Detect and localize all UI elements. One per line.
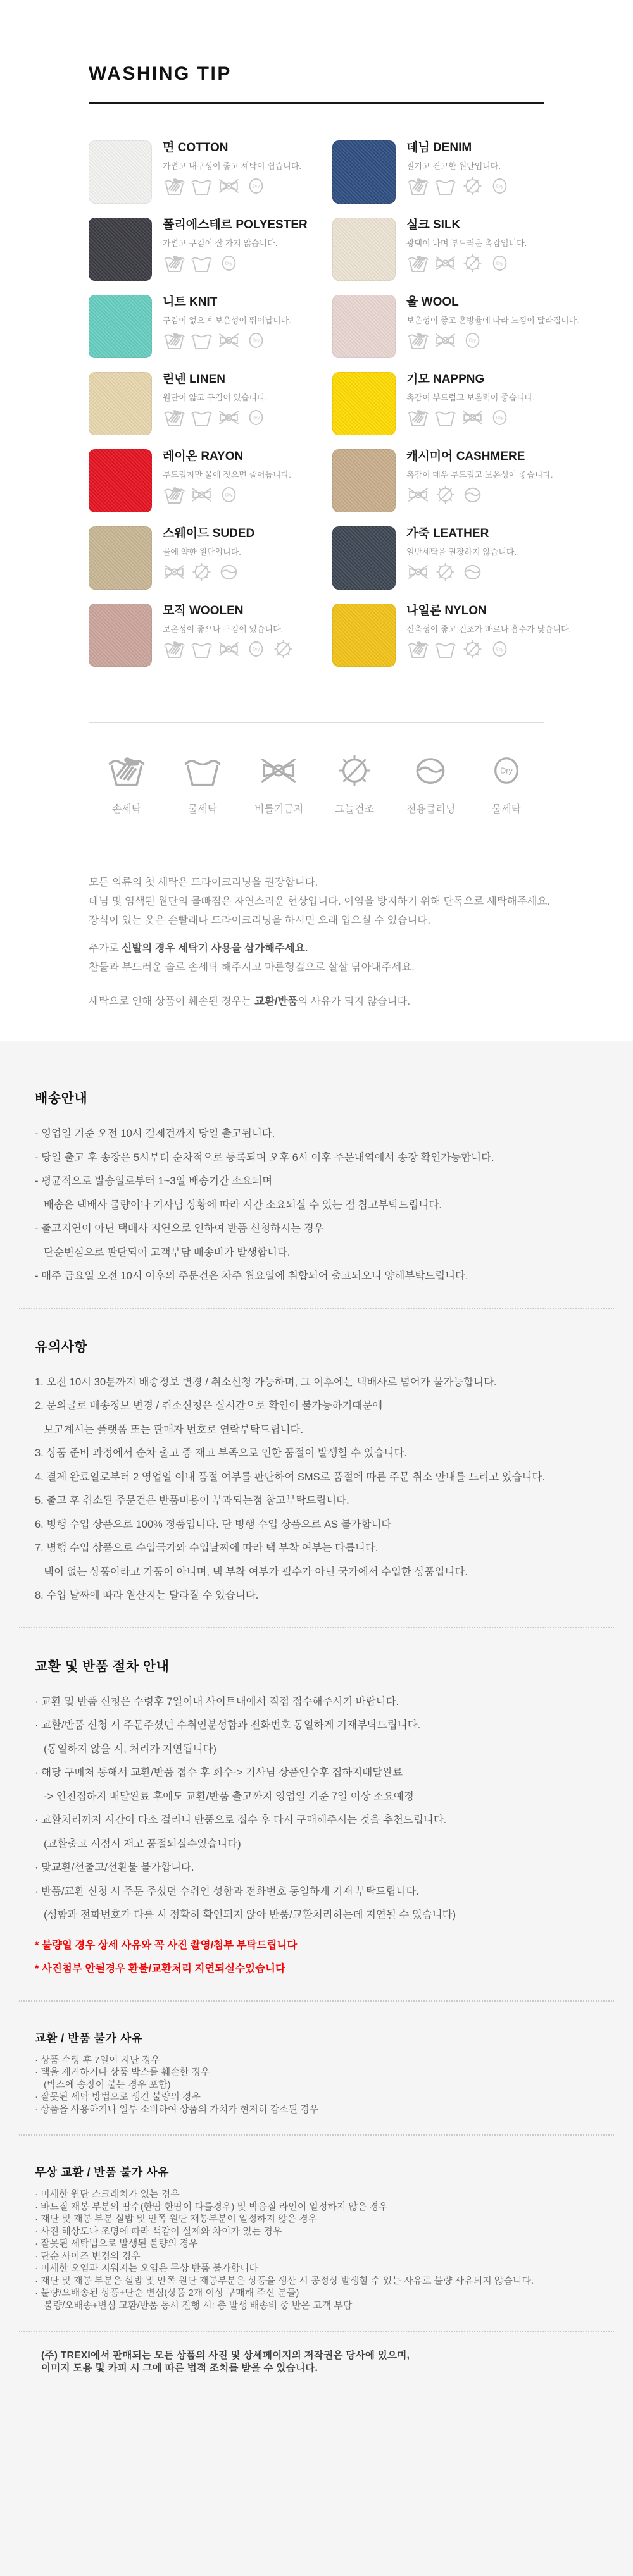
washing-notes bbox=[89, 873, 551, 1011]
section-line: · 바느질 재봉 부분의 땀수(한땀 한땀이 다를경우) 및 박음질 라인이 일정하지 않은 경우 bbox=[35, 2201, 388, 2212]
dry-icon bbox=[488, 407, 511, 428]
legend-label: 물세탁 bbox=[187, 804, 218, 815]
legend-label: 비틀기금지 bbox=[254, 804, 304, 815]
no-wring-icon bbox=[217, 407, 241, 428]
care-icon-row bbox=[406, 562, 517, 582]
title-underline bbox=[89, 102, 544, 104]
dry-icon bbox=[217, 253, 241, 273]
care-icon-row bbox=[163, 562, 254, 582]
section-line: · 상품을 사용하거나 일부 소비하여 상품의 가치가 현저히 감소된 경우 bbox=[35, 2103, 319, 2115]
note-text: 모든 의류의 첫 세탁은 드라이크리닝을 권장합니다. bbox=[89, 877, 318, 888]
water-wash-icon bbox=[190, 253, 213, 273]
section-line: · 교환/반품 신청 시 주문주셨던 수취인분성함과 전화번호 동일하게 기재부탁드립니다. bbox=[35, 1719, 421, 1731]
section-line: 배송은 택배사 물량이나 기사님 상황에 따라 시간 소요되실 수 있는 점 참고부탁드립니다. bbox=[44, 1199, 442, 1211]
no-wring-icon bbox=[461, 407, 484, 428]
section-title: 무상 교환 / 반품 불가 사유 bbox=[35, 2166, 169, 2179]
legend-item bbox=[482, 752, 530, 815]
care-icon-row bbox=[406, 639, 571, 659]
section-line: · 상품 수령 후 7일이 지난 경우 bbox=[35, 2054, 160, 2065]
fabric-swatch bbox=[89, 449, 152, 512]
footer-note bbox=[35, 2350, 598, 2375]
washing-tip-section bbox=[0, 0, 633, 1041]
hand-wash-icon bbox=[163, 176, 186, 196]
care-icon-row bbox=[163, 330, 291, 350]
fabric-info bbox=[152, 604, 295, 667]
note-text: 데님 및 염색된 원단의 물빠짐은 자연스러운 현상입니다. 이염을 방지하기 위해 단독으로 세탁해주세요. bbox=[89, 896, 551, 907]
care-icon-row bbox=[406, 485, 553, 505]
no-wring-icon bbox=[406, 562, 430, 582]
fabric-desc: 촉감이 부드럽고 보온력이 좋습니다. bbox=[406, 392, 535, 402]
fabric-name: 가죽 LEATHER bbox=[406, 527, 489, 540]
care-icon-row bbox=[163, 176, 301, 196]
shade-dry-icon bbox=[334, 752, 375, 789]
shade-dry-icon bbox=[434, 485, 457, 505]
section-line: (성함과 전화번호가 다를 시 정확히 확인되지 않아 반품/교환처리하는데 지연될 수 있습니다) bbox=[44, 1909, 456, 1921]
fabric-name: 레이온 RAYON bbox=[163, 450, 244, 463]
note-line bbox=[89, 958, 544, 977]
fabric-card bbox=[89, 449, 332, 512]
section-line: 불량/오배송+변심 교환/반품 동시 진행 시: 총 발생 배송비 중 반은 고객 부담 bbox=[44, 2300, 353, 2311]
water-wash-icon bbox=[190, 639, 213, 659]
fabric-name: 캐시미어 CASHMERE bbox=[406, 450, 525, 463]
section-line: - 출고지연이 아닌 택배사 지연으로 인하여 반품 신청하시는 경우 bbox=[35, 1223, 324, 1234]
section-line: 1. 오전 10시 30분까지 배송정보 변경 / 취소신청 가능하며, 그 이후에는 택배사로 넘어가 불가능합니다. bbox=[35, 1376, 497, 1388]
fabric-swatch bbox=[89, 604, 152, 667]
dry-icon bbox=[488, 176, 511, 196]
fabric-info bbox=[396, 140, 511, 204]
no-wring-icon bbox=[190, 485, 213, 505]
fabric-desc: 구김이 없으며 보온성이 뛰어납니다. bbox=[163, 315, 291, 325]
dry-icon bbox=[461, 330, 484, 350]
hand-wash-icon bbox=[163, 253, 186, 273]
section-line: · 재단 및 재봉 부분 실밥 및 안쪽 원단 재봉부분이 일정하지 않은 경우 bbox=[35, 2214, 318, 2224]
dotted-divider bbox=[19, 1308, 614, 1309]
fabric-card bbox=[332, 218, 579, 281]
care-icon-row bbox=[163, 485, 291, 505]
fabric-swatch bbox=[332, 526, 396, 590]
section-line: 3. 상품 준비 과정에서 순차 출고 중 재고 부족으로 인한 품절이 발생할 수 있습니다. bbox=[35, 1447, 407, 1459]
note-text: 찬물과 부드러운 솔로 손세탁 해주시고 마른헝겊으로 살살 닦아내주세요. bbox=[89, 962, 415, 973]
section-line: 6. 병행 수입 상품으로 100% 정품입니다. 단 병행 수입 상품으로 AS 불가합니다 bbox=[35, 1518, 392, 1530]
section-shipping-info bbox=[35, 1088, 598, 1289]
legend-item bbox=[254, 752, 303, 815]
dotted-divider bbox=[19, 2000, 614, 2002]
section-cautions bbox=[35, 1337, 598, 1608]
fabric-info bbox=[152, 295, 291, 358]
page-title: WASHING TIP bbox=[89, 63, 232, 84]
hand-wash-icon bbox=[406, 253, 430, 273]
fabric-swatch bbox=[332, 140, 396, 204]
section-line: · 미세한 오염과 지워지는 오염은 무상 반품 불가합니다 bbox=[35, 2263, 258, 2274]
section-line: (교환출고 시점시 재고 품절되실수있습니다) bbox=[44, 1838, 241, 1850]
section-line: 7. 병행 수입 상품으로 수입국가와 수입날짜에 따라 택 부착 여부는 다릅니다. bbox=[35, 1542, 379, 1554]
care-icon-row bbox=[406, 253, 527, 273]
no-wring-icon bbox=[434, 253, 457, 273]
fabric-card bbox=[332, 526, 579, 590]
section-title: 교환 및 반품 절차 안내 bbox=[35, 1659, 170, 1674]
fabric-swatch bbox=[89, 372, 152, 435]
care-symbol-legend bbox=[89, 752, 544, 815]
dry-icon bbox=[488, 253, 511, 273]
alert-line: * 불량일 경우 상세 사유와 꼭 사진 촬영/첨부 부탁드립니다 bbox=[35, 1939, 298, 1951]
fabric-name: 니트 KNIT bbox=[163, 295, 218, 309]
fabric-card bbox=[89, 218, 332, 281]
copyright-line: 이미지 도용 및 카피 시 그에 따른 법적 조치를 받을 수 있습니다. bbox=[41, 2363, 318, 2374]
section-title: 배송안내 bbox=[35, 1091, 88, 1106]
dry-icon bbox=[244, 407, 268, 428]
note-text: 추가로 bbox=[89, 943, 122, 954]
fabric-card bbox=[89, 604, 332, 667]
section-title: 교환 / 반품 불가 사유 bbox=[35, 2031, 143, 2045]
alert-line: * 사진첨부 안될경우 환불/교환처리 지연되실수있습니다 bbox=[35, 1963, 285, 1974]
fabric-info bbox=[152, 140, 301, 204]
fabric-info bbox=[396, 218, 527, 281]
section-line: - 평균적으로 발송일로부터 1~3일 배송기간 소요되며 bbox=[35, 1175, 273, 1187]
fabric-desc: 가볍고 구김이 잘 가지 않습니다. bbox=[163, 238, 278, 248]
hand-wash-icon bbox=[406, 176, 430, 196]
fabric-desc: 신축성이 좋고 건조가 빠르나 흡수가 낮습니다. bbox=[406, 624, 572, 634]
fabric-info bbox=[152, 449, 291, 512]
dry-icon bbox=[244, 639, 268, 659]
shade-dry-icon bbox=[272, 639, 295, 659]
dotted-divider bbox=[19, 1627, 614, 1628]
note-text: 장식이 있는 옷은 손빨래나 드라이크리닝을 하시면 오래 입으실 수 있습니다. bbox=[89, 915, 430, 926]
care-icon-row bbox=[406, 407, 535, 428]
section-line: (박스에 송장이 붙는 경우 포함) bbox=[44, 2079, 171, 2090]
fabric-desc: 촉감이 매우 부드럽고 보온성이 좋습니다. bbox=[406, 469, 553, 480]
fabric-name: 린넨 LINEN bbox=[163, 373, 225, 386]
section-free-exchange-return-not-allowed bbox=[35, 2164, 598, 2312]
legend-label: 손세탁 bbox=[111, 804, 142, 815]
fabric-card bbox=[89, 526, 332, 590]
no-wring-icon bbox=[258, 752, 299, 789]
section-line: · 교환 및 반품 신청은 수령후 7일이내 사이트내에서 직접 접수해주시기 바랍니다. bbox=[35, 1695, 399, 1707]
care-icon-row bbox=[163, 639, 295, 659]
water-wash-icon bbox=[190, 407, 213, 428]
note-line bbox=[89, 911, 544, 930]
section-line: · 미세한 원단 스크래치가 있는 경우 bbox=[35, 2189, 180, 2200]
water-wash-icon bbox=[434, 176, 457, 196]
fabric-name: 기모 NAPPNG bbox=[406, 373, 485, 386]
fabric-info bbox=[396, 372, 535, 435]
water-wash-icon bbox=[190, 330, 213, 350]
fabric-card bbox=[332, 372, 579, 435]
legend-label: 물세탁 bbox=[491, 804, 522, 815]
fabric-info bbox=[396, 604, 571, 667]
section-line: · 사진 해상도나 조명에 따라 색감이 실제와 차이가 있는 경우 bbox=[35, 2226, 282, 2237]
note-line bbox=[89, 892, 551, 911]
fabric-swatch bbox=[89, 295, 152, 358]
shade-dry-icon bbox=[461, 253, 484, 273]
section-line: - 당일 출고 후 송장은 5시부터 순차적으로 등록되며 오후 6시 이후 주문내역에서 송장 확인가능합니다. bbox=[35, 1151, 494, 1163]
section-exchange-return-procedure bbox=[35, 1656, 598, 1981]
legend-item bbox=[103, 752, 151, 815]
fabric-desc: 보온성이 좋으나 구김이 있습니다. bbox=[163, 624, 284, 634]
fabric-swatch bbox=[332, 372, 396, 435]
fabric-info bbox=[152, 218, 308, 281]
fabric-name: 면 COTTON bbox=[163, 141, 229, 154]
section-line: · 교환처리까지 시간이 다소 걸리니 반품으로 접수 후 다시 구매해주시는 것을 추천드립니다. bbox=[35, 1814, 447, 1826]
special-clean-icon bbox=[461, 485, 484, 505]
fabric-card bbox=[89, 372, 332, 435]
fabric-name: 울 WOOL bbox=[406, 295, 459, 309]
dotted-divider bbox=[19, 2331, 614, 2332]
section-line: 단순변심으로 판단되어 고객부담 배송비가 발생합니다. bbox=[44, 1246, 291, 1258]
section-line: · 단순 사이즈 변경의 경우 bbox=[35, 2250, 141, 2262]
section-line: 5. 출고 후 취소된 주문건은 반품비용이 부과되는점 참고부탁드립니다. bbox=[35, 1495, 349, 1506]
section-line: · 재단 및 재봉 부분은 실밥 및 안쪽 원단 재봉부분은 상품을 생산 시 공정상 발생할 수 있는 사유로 불량 사유되지 않습니다. bbox=[35, 2275, 534, 2286]
special-clean-icon bbox=[217, 562, 241, 582]
fabric-desc: 부드럽지만 물에 젖으면 줄어듭니다. bbox=[163, 469, 291, 480]
fabric-swatch bbox=[332, 449, 396, 512]
info-sections bbox=[35, 1088, 598, 2332]
care-icon-row bbox=[406, 330, 579, 350]
fabric-name: 스웨이드 SUDED bbox=[163, 527, 255, 540]
dry-icon bbox=[244, 176, 268, 196]
water-wash-icon bbox=[434, 639, 457, 659]
hand-wash-icon bbox=[406, 407, 430, 428]
hand-wash-icon bbox=[406, 330, 430, 350]
fabric-info bbox=[396, 449, 553, 512]
fabric-card bbox=[332, 449, 579, 512]
water-wash-icon bbox=[190, 176, 213, 196]
hand-wash-icon bbox=[163, 639, 186, 659]
section-line: 택이 없는 상품이라고 가품이 아니며, 택 부착 여부가 필수가 아닌 국가에서 수입한 상품입니다. bbox=[44, 1566, 468, 1578]
water-wash-icon bbox=[434, 407, 457, 428]
legend-item bbox=[179, 752, 227, 815]
fabric-card bbox=[332, 604, 579, 667]
shade-dry-icon bbox=[461, 639, 484, 659]
fabric-name: 모직 WOOLEN bbox=[163, 604, 244, 617]
fabric-desc: 보온성이 좋고 혼방율에 따라 느낌이 달라집니다. bbox=[406, 315, 579, 325]
special-clean-icon bbox=[461, 562, 484, 582]
fabric-desc: 물에 약한 원단입니다. bbox=[163, 547, 241, 557]
section-title: 유의사항 bbox=[35, 1339, 88, 1354]
fabric-grid bbox=[89, 140, 579, 667]
info-panel bbox=[0, 1041, 633, 2576]
fabric-desc: 가볍고 내구성이 좋고 세탁이 쉽습니다. bbox=[163, 161, 301, 171]
shade-dry-icon bbox=[434, 562, 457, 582]
hand-wash-icon bbox=[106, 752, 147, 789]
hand-wash-icon bbox=[163, 485, 186, 505]
fabric-name: 나일론 NYLON bbox=[406, 604, 487, 617]
no-wring-icon bbox=[163, 562, 186, 582]
fabric-card bbox=[332, 140, 579, 204]
note-line bbox=[89, 873, 544, 892]
fabric-name: 데님 DENIM bbox=[406, 141, 472, 154]
fabric-swatch bbox=[332, 295, 396, 358]
fabric-desc: 원단이 얇고 구김이 있습니다. bbox=[163, 392, 268, 402]
care-icon-row bbox=[406, 176, 511, 196]
legend-item bbox=[330, 752, 379, 815]
no-wring-icon bbox=[217, 330, 241, 350]
dry-icon bbox=[217, 485, 241, 505]
section-line: 보고계시는 플랫폼 또는 판매자 번호로 연락부탁드립니다. bbox=[44, 1423, 304, 1435]
fabric-name: 실크 SILK bbox=[406, 218, 461, 232]
fabric-desc: 질기고 견고한 원단입니다. bbox=[406, 161, 501, 171]
dry-icon bbox=[488, 639, 511, 659]
hand-wash-icon bbox=[163, 330, 186, 350]
fabric-desc: 광택이 나며 부드러운 촉감입니다. bbox=[406, 238, 527, 248]
fabric-info bbox=[396, 295, 579, 358]
section-line: · 맞교환/선출고/선환불 불가합니다. bbox=[35, 1862, 194, 1873]
fabric-swatch bbox=[89, 526, 152, 590]
note-line bbox=[89, 939, 544, 958]
section-line: · 반품/교환 신청 시 주문 주셨던 수취인 성함과 전화번호 동일하게 기재 부탁드립니다. bbox=[35, 1885, 420, 1897]
section-line: · 해당 구매처 통해서 교환/반품 접수 후 회수-> 기사님 상품인수후 집하지배달완료 bbox=[35, 1767, 403, 1778]
section-line: · 불량/오배송된 상품+단순 변심(상품 2개 이상 구매해 주신 분들) bbox=[35, 2288, 299, 2298]
legend-item bbox=[406, 752, 454, 815]
no-wring-icon bbox=[217, 639, 241, 659]
note-text: 의 사유가 되지 않습니다. bbox=[298, 996, 411, 1007]
copyright-line: (주) TREXI에서 판매되는 모든 상품의 사진 및 상세페이지의 저작권은 당사에 있으며, bbox=[41, 2350, 410, 2361]
special-clean-icon bbox=[410, 752, 451, 789]
section-line: · 잘못된 세탁 방법으로 생긴 불량의 경우 bbox=[35, 2091, 201, 2102]
section-line: -> 인천집하지 배달완료 후에도 교환/반품 출고까지 영업일 기준 7일 이상 소요예정 bbox=[44, 1790, 414, 1802]
section-exchange-return-not-allowed bbox=[35, 2029, 598, 2116]
fabric-info bbox=[152, 526, 254, 590]
fabric-desc: 일반세탁을 권장하지 않습니다. bbox=[406, 547, 517, 557]
fabric-card bbox=[89, 295, 332, 358]
section-line: · 잘못된 세탁법으로 발생된 불량의 경우 bbox=[35, 2238, 198, 2249]
legend-label: 전용클리닝 bbox=[406, 804, 456, 815]
dry-icon bbox=[244, 330, 268, 350]
fabric-card bbox=[89, 140, 332, 204]
care-icon-row bbox=[163, 407, 268, 428]
section-line: - 영업일 기준 오전 10시 결제건까지 당일 출고됩니다. bbox=[35, 1128, 275, 1139]
fabric-swatch bbox=[332, 218, 396, 281]
section-line: · 택을 제거하거나 상품 박스를 훼손한 경우 bbox=[35, 2067, 210, 2078]
fabric-card bbox=[332, 295, 579, 358]
section-line: 8. 수입 날짜에 따라 원산지는 달라질 수 있습니다. bbox=[35, 1590, 259, 1601]
note-text: 세탁으로 인해 상품이 훼손된 경우는 bbox=[89, 996, 255, 1007]
section-line: 4. 결제 완료일로부터 2 영업일 이내 품절 여부를 판단하여 SMS로 품절에 따른 주문 취소 안내를 드리고 있습니다. bbox=[35, 1471, 546, 1483]
hand-wash-icon bbox=[163, 407, 186, 428]
shade-dry-icon bbox=[461, 176, 484, 196]
no-wring-icon bbox=[406, 485, 430, 505]
care-icon-row bbox=[163, 253, 308, 273]
water-wash-icon bbox=[182, 752, 223, 789]
fabric-info bbox=[396, 526, 517, 590]
section-line: (동일하지 않을 시, 처리가 지연됩니다) bbox=[44, 1743, 216, 1755]
fabric-swatch bbox=[89, 218, 152, 281]
dry-icon bbox=[486, 752, 527, 789]
no-wring-icon bbox=[217, 176, 241, 196]
section-divider bbox=[89, 722, 544, 723]
no-wring-icon bbox=[434, 330, 457, 350]
fabric-info bbox=[152, 372, 268, 435]
note-line bbox=[89, 992, 544, 1011]
section-line: 2. 문의글로 배송정보 변경 / 취소신청은 실시간으로 확인이 불가능하기때문에 bbox=[35, 1400, 383, 1411]
fabric-swatch bbox=[332, 604, 396, 667]
fabric-name: 폴리에스테르 POLYESTER bbox=[163, 218, 308, 232]
fabric-swatch bbox=[89, 140, 152, 204]
note-emphasis: 신발의 경우 세탁기 사용을 삼가해주세요. bbox=[122, 943, 308, 954]
legend-label: 그늘건조 bbox=[335, 804, 374, 815]
hand-wash-icon bbox=[406, 639, 430, 659]
section-line: - 매주 금요일 오전 10시 이후의 주문건은 차주 월요일에 취합되어 출고되오니 양해부탁드립니다. bbox=[35, 1270, 468, 1282]
dotted-divider bbox=[19, 2134, 614, 2136]
note-emphasis: 교환/반품 bbox=[254, 996, 298, 1007]
shade-dry-icon bbox=[190, 562, 213, 582]
